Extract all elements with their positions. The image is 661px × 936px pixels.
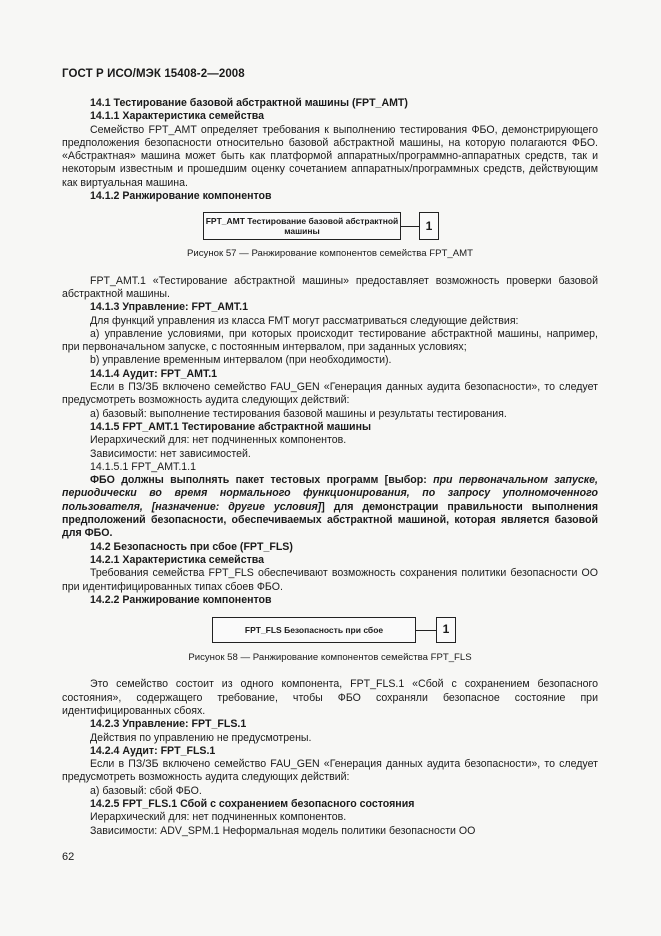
- section-14-1-4-item-a: a) базовый: выполнение тестирования базовой машины и результаты тестирования.: [90, 407, 507, 420]
- fig57-component-box: 1: [419, 212, 439, 240]
- section-14-1-3-title: 14.1.3 Управление: FPT_AMT.1: [90, 301, 248, 314]
- fig58-component-box: 1: [436, 617, 456, 643]
- section-14-2-1-text: Требования семейства FPT_FLS обеспечивают возможность сохранения политики безопасности ОО при идентифицированных типах сбоев ФБО.: [62, 567, 598, 593]
- section-14-2-2-title: 14.2.2 Ранжирование компонентов: [90, 593, 272, 606]
- section-14-1-title: 14.1 Тестирование базовой абстрактной машины (FPT_AMT): [90, 97, 408, 109]
- section-14-2-4-text: Если в ПЗ/ЗБ включено семейство FAU_GEN «Генерация данных аудита безопасности», то следует предусмотреть возможность аудита следующих действий:: [62, 758, 598, 784]
- section-14-1-4-text: Если в ПЗ/ЗБ включено семейство FAU_GEN «Генерация данных аудита безопасности», то следует предусмотреть возможность аудита следующих действий:: [62, 381, 598, 407]
- section-14-1-5-hierarchy: Иерархический для: нет подчиненных компонентов.: [90, 434, 347, 447]
- page-number: 62: [62, 851, 75, 863]
- section-14-2-3-title: 14.2.3 Управление: FPT_FLS.1: [90, 718, 247, 731]
- section-14-2-title: 14.2 Безопасность при сбое (FPT_FLS): [90, 540, 293, 553]
- figure-57-caption: Рисунок 57 — Ранжирование компонентов семейства FPT_AMT: [187, 248, 473, 260]
- section-14-1-3-text: Для функций управления из класса FMT могут рассматриваться следующие действия:: [90, 314, 519, 327]
- section-14-1-4-title: 14.1.4 Аудит: FPT_AMT.1: [90, 367, 218, 380]
- section-14-2-4-title: 14.2.4 Аудит: FPT_FLS.1: [90, 744, 216, 757]
- section-14-1-1-title: 14.1.1 Характеристика семейства: [90, 110, 265, 123]
- fig58-connector: [416, 630, 436, 631]
- fig57-family-box: FPT_AMT Тестирование базовой абстрактной машины: [203, 212, 401, 240]
- figure-57-diagram: [62, 209, 598, 243]
- figure-58-diagram: [62, 613, 598, 647]
- element-fpt-amt-1-1-id: 14.1.5.1 FPT_AMT.1.1: [90, 460, 196, 473]
- section-14-2-3-text: Действия по управлению не предусмотрены.: [90, 731, 312, 744]
- section-14-1-2-title: 14.1.2 Ранжирование компонентов: [90, 190, 272, 203]
- section-14-2-5-title: 14.2.5 FPT_FLS.1 Сбой с сохранением безопасного состояния: [90, 798, 415, 811]
- section-14-1-1-text: Семейство FPT_AMT определяет требования к выполнению тестирования ФБО, демонстрирующего предположения безопасности относительно базовой абстрактной машины, на которую полагаются ФБО. «Абстрактная» машина может быть как платформой аппаратных/программно-аппаратных средств, так и некоторым известным и прошедшим оценку сочетанием аппаратных/программных средств, действующим как виртуальная машина.: [62, 123, 598, 189]
- requirement-selection-options: при первоначальном запуске, периодически во время нормального функционирования, по запросу уполномоченного пользователя, [назначение: другие условия]: [62, 474, 598, 513]
- document-header: ГОСТ Р ИСО/МЭК 15408-2—2008: [62, 68, 245, 80]
- requirement-part-1: ФБО должны выполнять пакет тестовых программ [выбор:: [90, 474, 434, 487]
- fls-intro: Это семейство состоит из одного компонента, FPT_FLS.1 «Сбой с сохранением безопасного состояния», содержащего требование, чтобы ФБО сохраняли безопасное состояние при идентифицированных сбоях.: [62, 678, 598, 717]
- element-fpt-amt-1-1-requirement: [62, 474, 598, 540]
- section-14-1-3-item-b: b) управление временным интервалом (при необходимости).: [90, 354, 392, 367]
- page-content: [62, 97, 598, 838]
- section-14-1-3-item-a: a) управление условиями, при которых происходит тестирование абстрактной машины, например, при первоначальном запуске, с постоянным интервалом, при заданных условиях;: [62, 327, 598, 354]
- amt-intro: FPT_AMT.1 «Тестирование абстрактной машины» предоставляет возможность проверки базовой абстрактной машины.: [62, 274, 598, 300]
- figure-58-caption: Рисунок 58 — Ранжирование компонентов семейства FPT_FLS: [188, 652, 472, 664]
- fig57-connector: [401, 226, 419, 227]
- section-14-2-1-title: 14.2.1 Характеристика семейства: [90, 553, 265, 566]
- section-14-1-5-title: 14.1.5 FPT_AMT.1 Тестирование абстрактной машины: [90, 420, 372, 433]
- fig58-family-box: FPT_FLS Безопасность при сбое: [212, 617, 416, 643]
- section-14-2-5-hierarchy: Иерархический для: нет подчиненных компонентов.: [90, 811, 347, 824]
- section-14-2-4-item-a: a) базовый: сбой ФБО.: [90, 784, 202, 797]
- requirement-part-3: ] для демонстрации правильности выполнения предположений безопасности, обеспечиваемых абстрактной машиной, которая является базовой для ФБО.: [62, 500, 598, 540]
- section-14-2-5-dependencies: Зависимости: ADV_SPM.1 Неформальная модель политики безопасности ОО: [90, 824, 476, 837]
- section-14-1-5-dependencies: Зависимости: нет зависимостей.: [90, 447, 251, 460]
